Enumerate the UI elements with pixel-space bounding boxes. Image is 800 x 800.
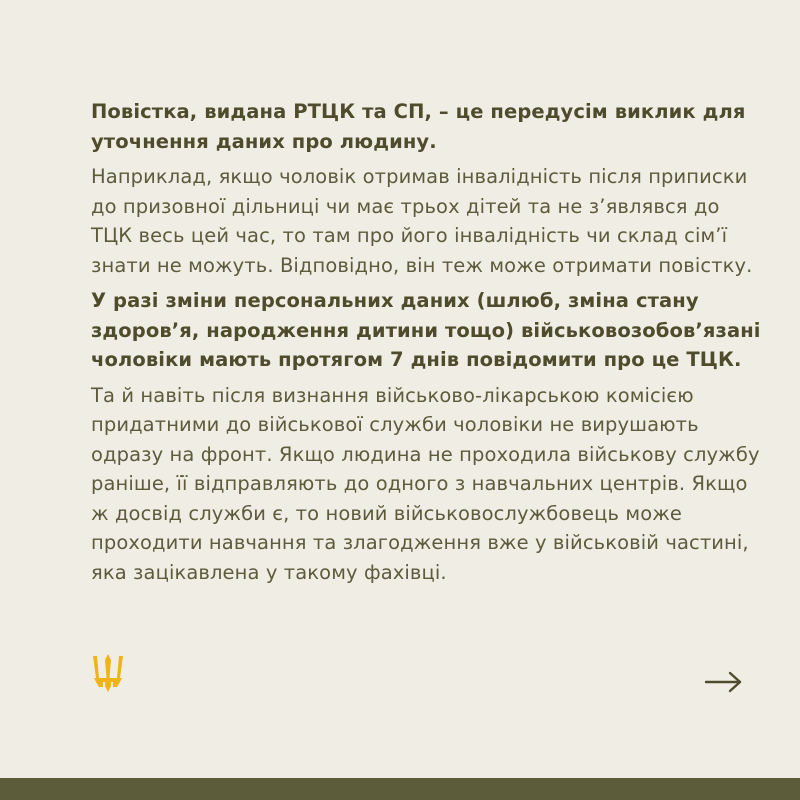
paragraph-data-change: У разі зміни персональних даних (шлюб, зміна стану здоров’я, народження дитини тощо) військовозобов’язані чоловіки мають протягом 7 днів повідомити про це ТЦК. bbox=[91, 289, 761, 371]
post-content bbox=[91, 97, 761, 593]
bottom-bar bbox=[0, 778, 800, 800]
paragraph-example: Наприклад, якщо чоловік отримав інвалідність після приписки до призовної дільниці чи має трьох дітей та не з’являвся до ТЦК весь цей час, то там про його інвалідність чи склад сім’ї знати не можуть. Відповідно, він теж може отримати повістку. bbox=[91, 165, 753, 277]
trident-icon bbox=[91, 654, 125, 692]
paragraph-training: Та й навіть після визнання військово-лікарською комісією придатними до військової служби чоловіки не вирушають одразу на фронт. Якщо людина не проходила військову службу раніше, її відправляють до одного з навчальних центрів. Якщо ж досвід служби є, то новий військовослужбовець може проходити навчання та злагодження вже у військовій частині, яка зацікавлена у такому фахівці. bbox=[91, 383, 760, 584]
arrow-right-icon[interactable] bbox=[704, 670, 744, 694]
paragraph-summons-intro: Повістка, видана РТЦК та СП, – це передусім виклик для уточнення даних про людину. bbox=[91, 100, 746, 153]
